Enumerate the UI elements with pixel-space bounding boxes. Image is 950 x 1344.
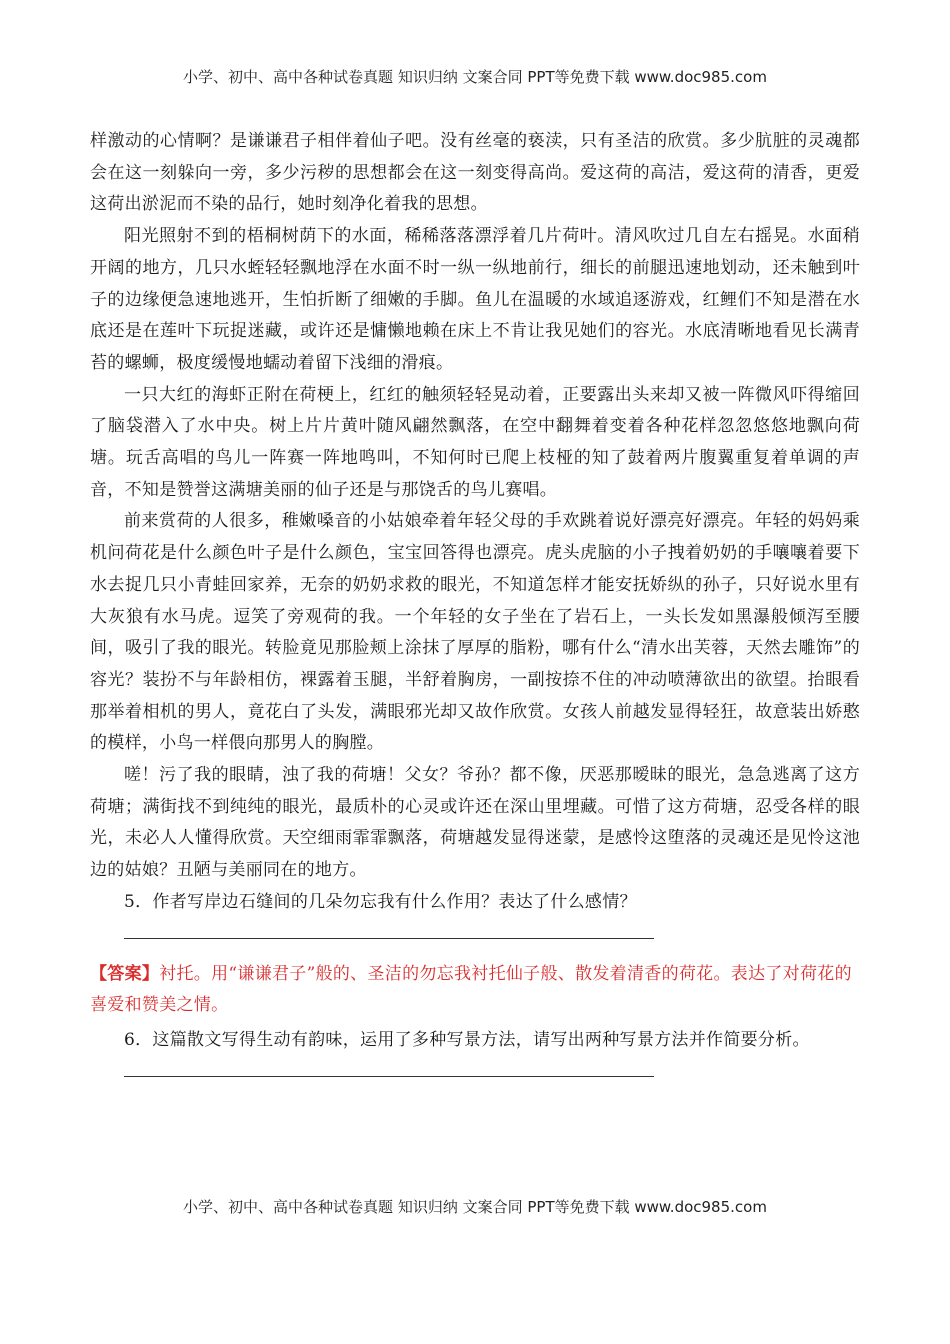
- question-5: 5．作者写岸边石缝间的几朵勿忘我有什么作用？表达了什么感情？: [124, 891, 637, 912]
- answer-5-text: 衬托。用“谦谦君子”般的、圣洁的勿忘我衬托仙子般、散发着清香的荷花。表达了对荷花的喜爱和赞美之情。: [90, 963, 852, 1015]
- answer-blank-6[interactable]: [124, 1076, 654, 1077]
- paragraph-shrimp: 一只大红的海虾正附在荷梗上，红红的触须轻轻晃动着，正要露出头来却又被一阵微风吓得缩回了脑袋潜入了水中央。树上片片黄叶随风翩然飘落，在空中翻舞着变着各种花样忽忽悠悠地飘向荷塘。玩舌高唱的鸟儿一阵赛一阵地鸣叫，不知何时已爬上枝桠的知了鼓着两片腹翼重复着单调的声音，不知是赞誉这满塘美丽的仙子还是与那饶舌的鸟儿赛唱。: [90, 384, 860, 500]
- answer-5: [90, 959, 860, 1021]
- paragraph-shade-water: 阳光照射不到的梧桐树荫下的水面，稀稀落落漂浮着几片荷叶。清风吹过几自左右摇晃。水面稍开阔的地方，几只水蛭轻轻飘地浮在水面不时一纵一纵地前行，细长的前腿迅速地划动，还未触到叶子的边缘便急速地逃开，生怕折断了细嫩的手脚。鱼儿在温暖的水域追逐游戏，红鲤们不知是潜在水底还是在莲叶下玩捉迷藏，或许还是慵懒地赖在床上不肯让我见她们的容光。水底清晰地看见长满青苔的螺蛳，极度缓慢地蠕动着留下浅细的滑痕。: [90, 226, 860, 373]
- answer-blank-5[interactable]: [124, 938, 654, 939]
- question-6: 6．这篇散文写得生动有韵味，运用了多种写景方法，请写出两种写景方法并作简要分析。: [124, 1029, 810, 1050]
- page-header: 小学、初中、高中各种试卷真题 知识归纳 文案合同 PPT等免费下载 www.doc985.com: [183, 68, 767, 86]
- paragraph-sigh: 嗟！污了我的眼睛，浊了我的荷塘！父女？爷孙？都不像，厌恶那暧昧的眼光，急急逃离了这方荷塘；满街找不到纯纯的眼光，最质朴的心灵或许还在深山里埋藏。可惜了这方荷塘，忍受各样的眼光，未必人人懂得欣赏。天空细雨霏霏飘落，荷塘越发显得迷蒙，是感怜这堕落的灵魂还是见怜这池边的姑娘？丑陋与美丽同在的地方。: [90, 765, 860, 881]
- document-body: [90, 126, 860, 1097]
- answer-tag: 【答案】: [90, 963, 160, 984]
- paragraph-visitors: 前来赏荷的人很多，稚嫩嗓音的小姑娘牵着年轻父母的手欢跳着说好漂亮好漂亮。年轻的妈妈乘机问荷花是什么颜色叶子是什么颜色，宝宝回答得也漂亮。虎头虎脑的小子拽着奶奶的手嚷嚷着要下水去捉几只小青蛙回家养，无奈的奶奶求救的眼光，不知道怎样才能安抚娇纵的孙子，只好说水里有大灰狼有水马虎。逗笑了旁观荷的我。一个年轻的女子坐在了岩石上，一头长发如黑瀑般倾泻至腰间，吸引了我的眼光。转脸竟见那脸颊上涂抹了厚厚的脂粉，哪有什么“清水出芙蓉，天然去雕饰”的容光？装扮不与年龄相仿，裸露着玉腿，半舒着胸房，一副按捺不住的冲动喷薄欲出的欲望。抬眼看那举着相机的男人，竟花白了头发，满眼邪光却又故作欣赏。女孩人前越发显得轻狂，故意装出娇憨的模样，小鸟一样偎向那男人的胸膛。: [90, 511, 860, 754]
- paragraph-continued: 样激动的心情啊？是谦谦君子相伴着仙子吧。没有丝毫的亵渎，只有圣洁的欣赏。多少肮脏的灵魂都会在这一刻躲向一旁，多少污秽的思想都会在这一刻变得高尚。爱这荷的高洁，爱这荷的清香，更爱这荷出淤泥而不染的品行，她时刻净化着我的思想。: [90, 131, 860, 215]
- page-footer: 小学、初中、高中各种试卷真题 知识归纳 文案合同 PPT等免费下载 www.doc985.com: [183, 1198, 767, 1216]
